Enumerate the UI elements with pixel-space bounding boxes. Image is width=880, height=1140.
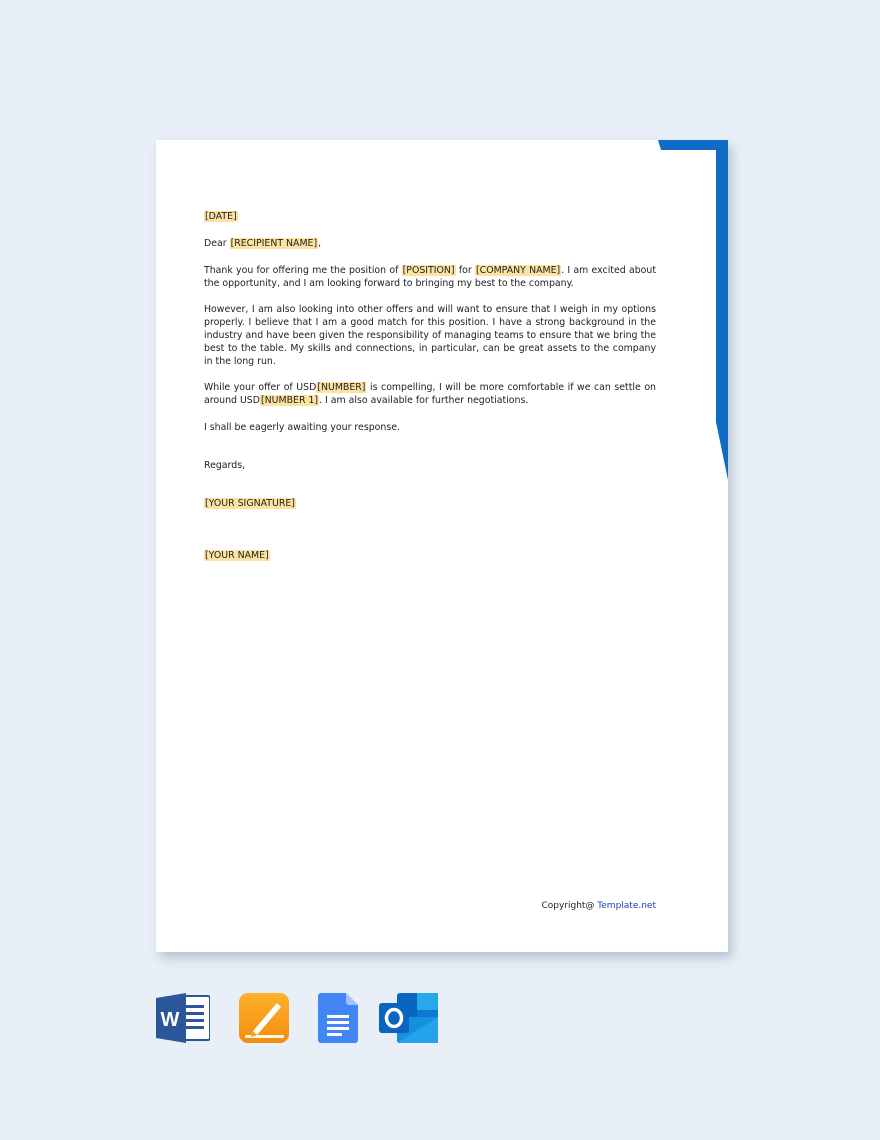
signature-line — [204, 497, 656, 510]
name-line — [204, 549, 656, 562]
salutation — [204, 237, 656, 250]
p3-text-2: is compelling, I will be more comfortable if we can settle on around USD — [204, 382, 656, 406]
number-placeholder: [NUMBER] — [317, 382, 366, 393]
p1-text-3: . I am excited about the opportunity, and I am looking forward to bringing my best to the company. — [204, 265, 656, 289]
p1-text-2: for — [455, 265, 475, 276]
paragraph-other-offers: However, I am also looking into other offers and will want to ensure that I weigh in my options properly. I believe that I am a good match for this position. I have a strong background in the industry and have been given the responsibility of managing teams to ensure that we bring the best to the table. My skills and connections, in particular, can be great assets to the company in the long run. — [204, 304, 656, 367]
template-net-link[interactable]: Template.net — [597, 901, 656, 911]
regards-line: Regards, — [204, 460, 246, 471]
paragraph-salary — [204, 381, 656, 407]
p3-text-3: . I am also available for further negotiations. — [319, 395, 529, 406]
outlook-icon[interactable] — [379, 993, 439, 1043]
company-placeholder: [COMPANY NAME] — [475, 265, 561, 276]
word-icon[interactable] — [156, 993, 210, 1043]
signature-placeholder: [YOUR SIGNATURE] — [205, 498, 295, 509]
p3-text-1: While your offer of USD — [204, 382, 317, 393]
position-placeholder: [POSITION] — [402, 265, 455, 276]
pages-icon[interactable] — [239, 993, 290, 1044]
document-page — [156, 140, 728, 952]
svg-text:W: W — [160, 1009, 180, 1031]
recipient-placeholder: [RECIPIENT NAME] — [230, 238, 318, 249]
name-placeholder: [YOUR NAME] — [205, 550, 269, 561]
google-docs-icon[interactable] — [318, 993, 359, 1043]
date-line — [204, 210, 656, 223]
salutation-end: , — [318, 238, 322, 249]
date-placeholder: [DATE] — [205, 211, 237, 222]
p1-text-1: Thank you for offering me the position of — [204, 265, 402, 276]
paragraph-offer — [204, 264, 656, 290]
copyright — [541, 901, 656, 911]
paragraph-closing: I shall be eagerly awaiting your response. — [204, 422, 400, 433]
number1-placeholder: [NUMBER 1] — [260, 395, 319, 406]
salutation-text: Dear — [204, 238, 230, 249]
letter-body — [204, 210, 656, 562]
copyright-prefix: Copyright@ — [541, 901, 598, 911]
